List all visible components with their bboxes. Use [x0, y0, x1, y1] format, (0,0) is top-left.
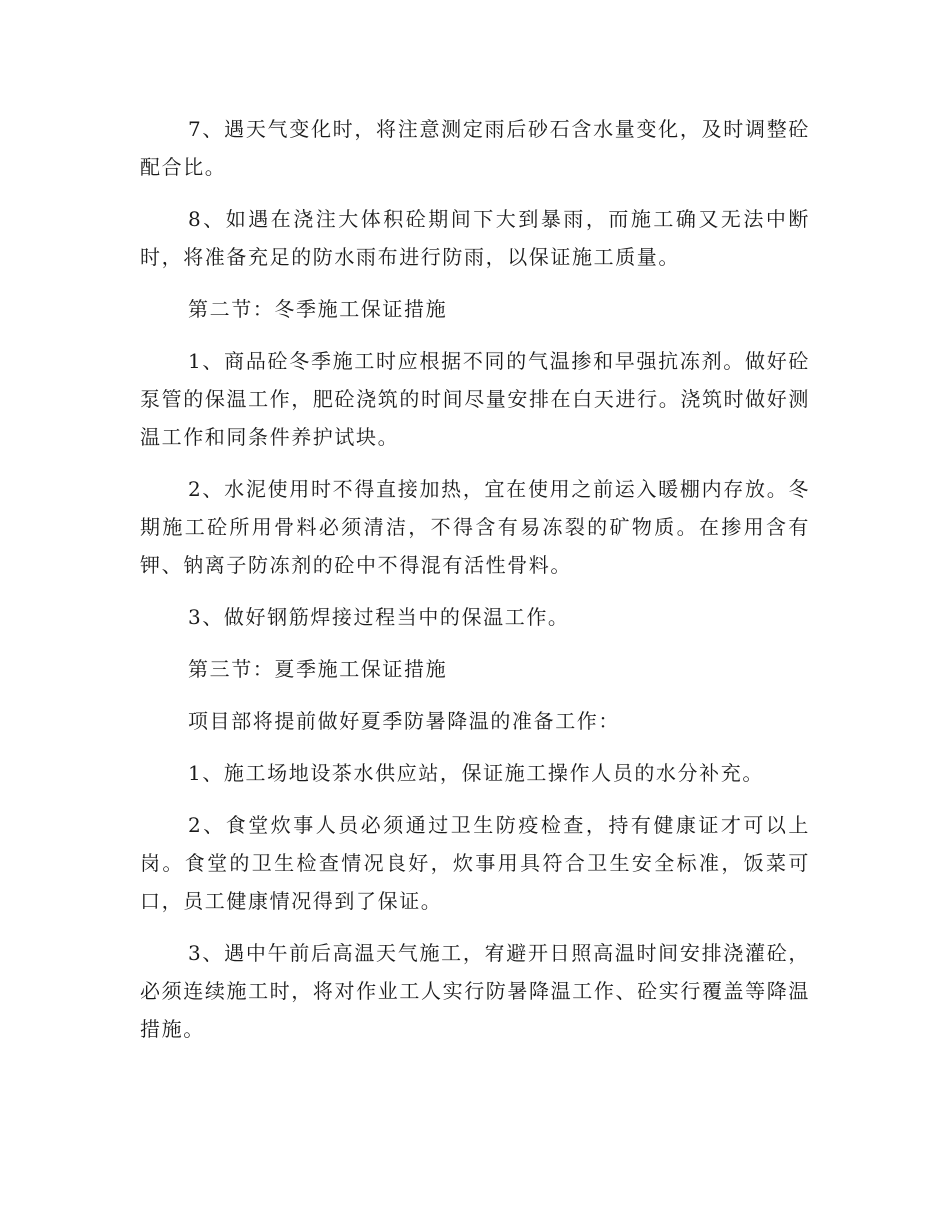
paragraph-summer-1: 1、施工场地设茶水供应站，保证施工操作人员的水分补充。: [188, 761, 764, 785]
paragraph-winter-2: 2、水泥使用时不得直接加热，宜在使用之前运入暖棚内存放。冬期施工砼所用骨料必须清洁，不得含有易冻裂的矿物质。在掺用含有钾、钠离子防冻剂的砼中不得混有活性骨料。: [140, 477, 810, 577]
paragraph-winter-1: 1、商品砼冬季施工时应根据不同的气温掺和早强抗冻剂。做好砼泵管的保温工作，肥砼浇筑的时间尽量安排在白天进行。浇筑时做好测温工作和同条件养护试块。: [140, 349, 810, 449]
paragraph-item-7: 7、遇天气变化时，将注意测定雨后砂石含水量变化，及时调整砼配合比。: [140, 117, 810, 179]
paragraph-summer-intro: 项目部将提前做好夏季防暑降温的准备工作：: [188, 709, 620, 733]
paragraph-summer-3: 3、遇中午前后高温天气施工，宥避开日照高温时间安排浇灌砼，必须连续施工时，将对作业工人实行防暑降温工作、砼实行覆盖等降温措施。: [140, 941, 810, 1041]
paragraph-winter-3: 3、做好钢筋焊接过程当中的保温工作。: [188, 605, 570, 629]
paragraph-summer-2: 2、食堂炊事人员必须通过卫生防疫检查，持有健康证才可以上岗。食堂的卫生检查情况良好，炊事用具符合卫生安全标准，饭菜可口，员工健康情况得到了保证。: [140, 813, 810, 913]
section-heading-winter: 第二节：冬季施工保证措施: [188, 297, 448, 321]
paragraph-item-8: 8、如遇在浇注大体积砼期间下大到暴雨，而施工确又无法中断时，将准备充足的防水雨布进行防雨，以保证施工质量。: [140, 207, 810, 269]
section-heading-summer: 第三节：夏季施工保证措施: [188, 657, 448, 681]
